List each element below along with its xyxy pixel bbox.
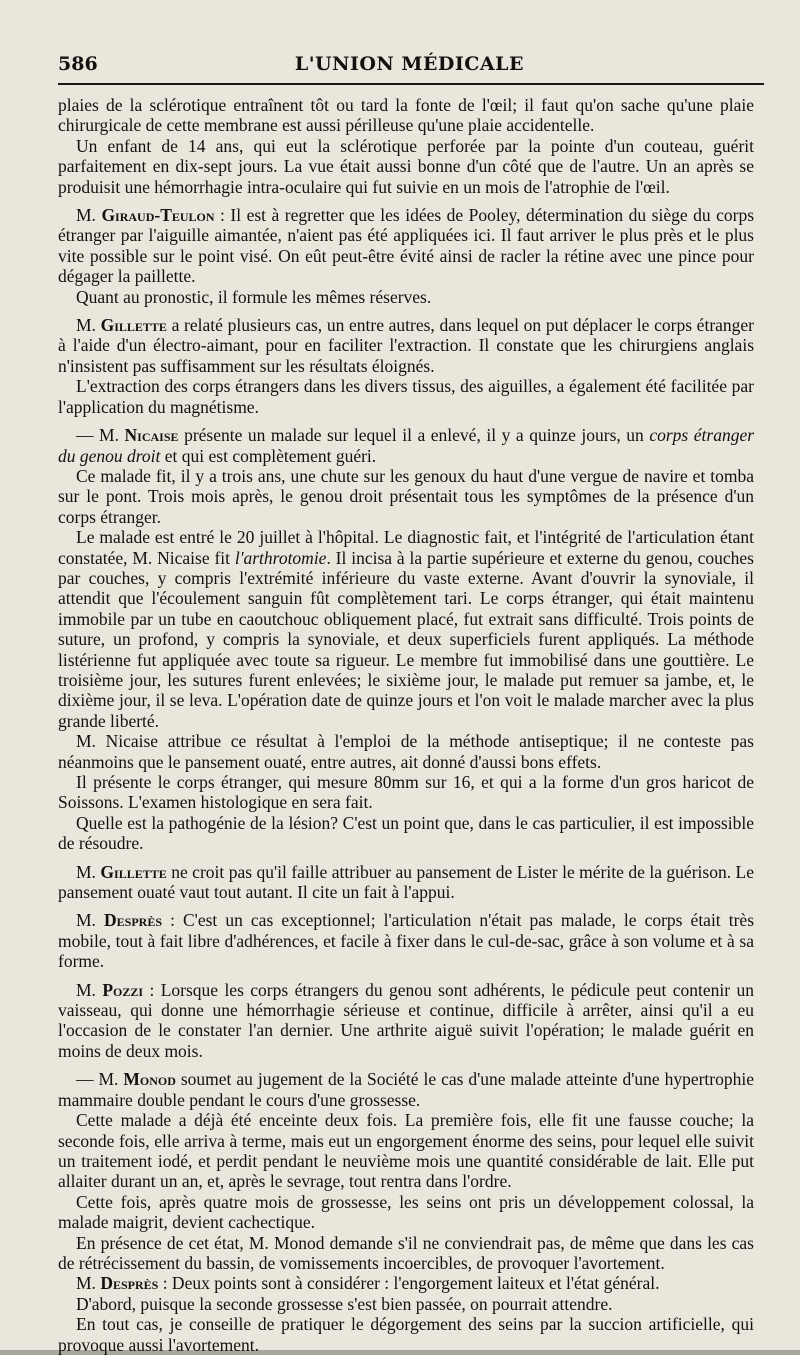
paragraph: Quant au pronostic, il formule les mêmes réserves. [76,286,432,307]
paragraph: Le malade est entré le 20 juillet à l'hôpital. Le diagnostic fait, et l'intégrité de l'articulation étant constatée, M. Nicaise fit l'arthrotomie. Il incisa à la partie supérieure et externe du genou, couches par couches, y compris l'extrémité inférieure du vaste externe. Avant d'ouvrir la synoviale, il attendit que l'écoulement sanguin fût complètement tari. Le corps étranger, qui était maintenu immobile par un tube en caoutchouc obliquement placé, fut extrait sans difficulté. Trois points de suture, un profond, y compris la synoviale, et deux superficiels furent appliqués. La méthode listérienne fut appliquée avec toute sa rigueur. Le membre fut immobilisé dans une gouttière. Le troisième jour, les sutures furent enlevées; le sixième jour, le malade put remuer sa jambe, et, le dixième jour, il se leva. L'opération date de quinze jours et l'on voit le malade marcher avec la plus grande liberté. [58,527,754,731]
page-number: 586 [58,53,98,75]
header-rule [58,83,764,85]
paragraph: M. Gillette a relaté plusieurs cas, un entre autres, dans lequel on put déplacer le corps étranger à l'aide d'un électro-aimant, pour en faciliter l'extraction. Il constate que les chirurgiens anglais n'insistent pas suffisamment sur les résultats éloignés. [58,315,755,376]
paragraph: plaies de la sclérotique entraînent tôt ou tard la fonte de l'œil; il faut qu'on sache qu'une plaie chirurgicale de cette membrane est aussi périlleuse qu'une plaie accidentelle. [58,95,754,136]
speaker-name: Giraud-Teulon [101,205,215,226]
speaker-name: Nicaise [124,425,179,446]
paragraph: M. Nicaise attribue ce résultat à l'emploi de la méthode antiseptique; il ne conteste pas néanmoins que le pansement ouaté, entre autres, ait donné d'aussi bons effets. [58,731,754,772]
paragraph: — M. Nicaise présente un malade sur lequel il a enlevé, il y a quinze jours, un corps étranger du genou droit et qui est complètement guéri. [58,425,755,466]
speaker-name: Monod [123,1069,176,1090]
speaker-name: Pozzi [102,979,144,1000]
paragraph: Cette fois, après quatre mois de grossesse, les seins ont pris un développement colossal, la malade maigrit, devient cachectique. [58,1191,754,1233]
italic-term: corps étranger du genou droit [58,425,755,466]
page-header [58,53,754,83]
paragraph: Ce malade fit, il y a trois ans, une chute sur les genoux du haut d'une vergue de navire et tomba sur le pont. Trois mois après, le genou droit présentait tous les symptômes de la présence d'un corps étranger. [58,465,754,527]
article-body [58,95,754,1355]
paragraph: En tout cas, je conseille de pratiquer le dégorgement des seins par la succion artificielle, qui provoque aussi l'avortement. [58,1314,754,1355]
paragraph: Un enfant de 14 ans, qui eut la sclérotique perforée par la pointe d'un couteau, guérit parfaitement en dix-sept jours. La vue était aussi bonne d'un côté que de l'autre. Un an après se produisit une hémorrhagie intra-oculaire qui fut suivie en un mois de l'atrophie de l'œil. [58,135,754,197]
paragraph: M. Pozzi : Lorsque les corps étrangers du genou sont adhérents, le pédicule peut contenir un vaisseau, qui donne une hémorrhagie sérieuse et continue, difficile à arrêter, ainsi qu'il a eu l'occasion de le constater l'an dernier. Une arthrite aiguë suivit l'opération; le malade guérit en moins de deux mois. [58,979,755,1061]
speaker-name: Gillette [100,861,167,882]
paragraph: D'abord, puisque la seconde grossesse s'est bien passée, on pourrait attendre. [76,1293,613,1314]
speaker-name: Gillette [100,315,167,336]
paragraph: M. Desprès : Deux points sont à considérer : l'engorgement laiteux et l'état général. [76,1273,660,1294]
paragraph: En présence de cet état, M. Monod demande s'il ne conviendrait pas, de même que dans les cas de rétrécissement du bassin, de vomissements incoercibles, de provoquer l'avortement. [58,1232,754,1273]
paragraph: L'extraction des corps étrangers dans les divers tissus, des aiguilles, a également été facilitée par l'application du magnétisme. [58,376,754,417]
paragraph: Il présente le corps étranger, qui mesure 80mm sur 16, et qui a la forme d'un gros haricot de Soissons. L'examen histologique en sera fait. [58,772,754,813]
paragraph: M. Gillette ne croit pas qu'il faille attribuer au pansement de Lister le mérite de la guérison. Le pansement ouaté vaut tout autant. Il cite un fait à l'appui. [58,861,754,903]
paragraph: Cette malade a déjà été enceinte deux fois. La première fois, elle fit une fausse couche; la seconde fois, elle arriva à terme, mais eut un engorgement énorme des seins, pour lequel elle suivit un traitement iodé, et perdit pendant le neuvième mois une quantité considérable de lait. Elle put allaiter durant un an, et, après le sevrage, tout rentra dans l'ordre. [58,1110,754,1192]
paragraph: Quelle est la pathogénie de la lésion? C'est un point que, dans le cas particulier, il est impossible de résoudre. [58,812,754,854]
paragraph: M. Giraud-Teulon : Il est à regretter que les idées de Pooley, détermination du siège du corps étranger par l'aiguille aimantée, n'aient pas été appliquées ici. Il faut arriver le plus près et le plus vite possible sur le point visé. On eût peut-être évité ainsi de racler la rétine avec une pince pour dégager la paillette. [58,205,755,287]
paragraph: — M. Monod soumet au jugement de la Société le cas d'une malade atteinte d'une hypertrophie mammaire double pendant le cours d'une grossesse. [58,1069,755,1110]
paragraph: M. Desprès : C'est un cas exceptionnel; l'articulation n'était pas malade, le corps était très mobile, tout à fait libre d'adhérences, et facile à fixer dans le cul-de-sac, grâce à son volume et à sa forme. [58,910,755,972]
italic-term: l'arthrotomie [234,547,327,568]
journal-title: L'UNION MÉDICALE [294,53,524,75]
speaker-name: Desprès [104,910,163,931]
speaker-name: Desprès [100,1273,159,1294]
